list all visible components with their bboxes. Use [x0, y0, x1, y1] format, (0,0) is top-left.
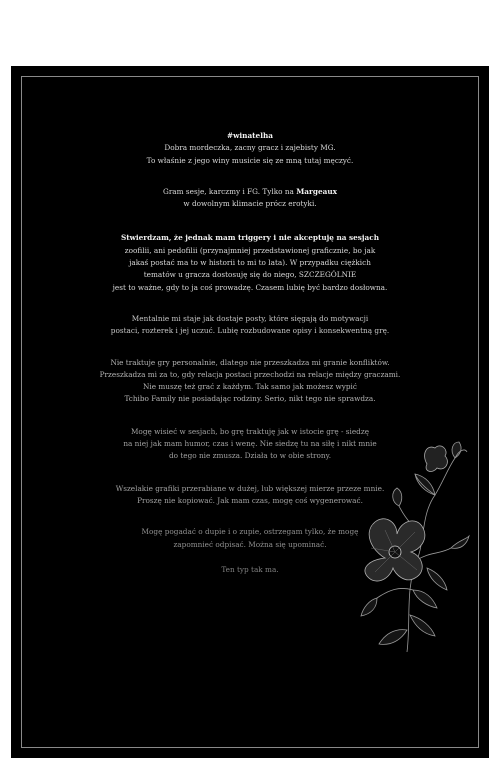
intro-block: [11, 130, 489, 167]
triggers-line: jakaś postać ma to w historii to mi to lata). W przypadku ciężkich: [129, 258, 371, 268]
conflicts-line: Tchibo Family nie posiadając rodziny. Serio, nikt tego nie sprawdza.: [124, 394, 376, 404]
flower-illustration: [355, 440, 470, 655]
play-block: [11, 186, 489, 211]
graphics-line: Proszę nie kopiować. Jak mam czas, mogę coś wygenerować.: [137, 495, 363, 505]
conflicts-line: Przeszkadza mi za to, gdy relacja postaci przechodzi na relacje między graczami.: [99, 369, 401, 379]
conflicts-line: Nie muszę też grać z każdym. Tak samo jak możesz wypić: [143, 382, 357, 392]
play-line: [11, 186, 489, 198]
hashtag: #winatelha: [226, 131, 274, 140]
triggers-line: zoofilii, ani pedofilii (przynajmniej przedstawionej graficznie, bo jak: [124, 245, 376, 255]
triggers-line: Stwierdzam, że jednak mam triggery i nie akceptuję na sesjach: [120, 233, 380, 243]
poke-line: zapomnieć odpisać. Można się upominać.: [173, 539, 327, 549]
intro-line: To właśnie z jego winy musicie się ze mną tutaj męczyć.: [146, 155, 354, 165]
motivation-block: [11, 313, 489, 338]
conflicts-line: Nie traktuje gry personalnie, dlatego nie przeszkadza mi granie konfliktów.: [110, 357, 390, 367]
motivation-line: Mentalnie mi staje jak dostaje posty, które sięgają do motywacji: [131, 313, 369, 323]
graphics-line: Wszelakie grafiki przerabiane w dużej, lub większej mierze przeze mnie.: [115, 483, 385, 493]
triggers-line: jest to ważne, gdy to ja coś prowadzę. Czasem lubię być bardzo dosłowna.: [112, 282, 388, 292]
sessions-line: Mogę wisieć w sesjach, bo grę traktuję jak w istocie grę - siedzę: [130, 426, 370, 436]
motivation-line: postaci, rozterek i jej uczuć. Lubię rozbudowane opisy i konsekwentną grę.: [110, 326, 390, 336]
triggers-block: [11, 232, 489, 293]
sessions-line: do tego nie zmusza. Działa to w obie strony.: [168, 451, 332, 461]
sessions-line: na niej jak mam humor, czas i wenę. Nie siedzę tu na siłę i nikt mnie: [123, 439, 377, 449]
signoff: Ten typ tak ma.: [221, 564, 279, 574]
play-prefix: Gram sesje, karczmy i FG. Tylko na: [162, 186, 297, 196]
play-line: w dowolnym klimacie prócz erotyki.: [183, 199, 317, 209]
triggers-line: tematów u gracza dostosuję się do niego, SZCZEGÓLNIE: [143, 270, 357, 280]
server-name: Margeaux: [296, 186, 338, 196]
conflicts-block: [11, 357, 489, 406]
intro-line: Dobra mordeczka, zacny gracz i zajebisty MG.: [164, 143, 336, 153]
poke-line: Mogę pogadać o dupie i o zupie, ostrzegam tylko, że mogę: [141, 527, 359, 537]
